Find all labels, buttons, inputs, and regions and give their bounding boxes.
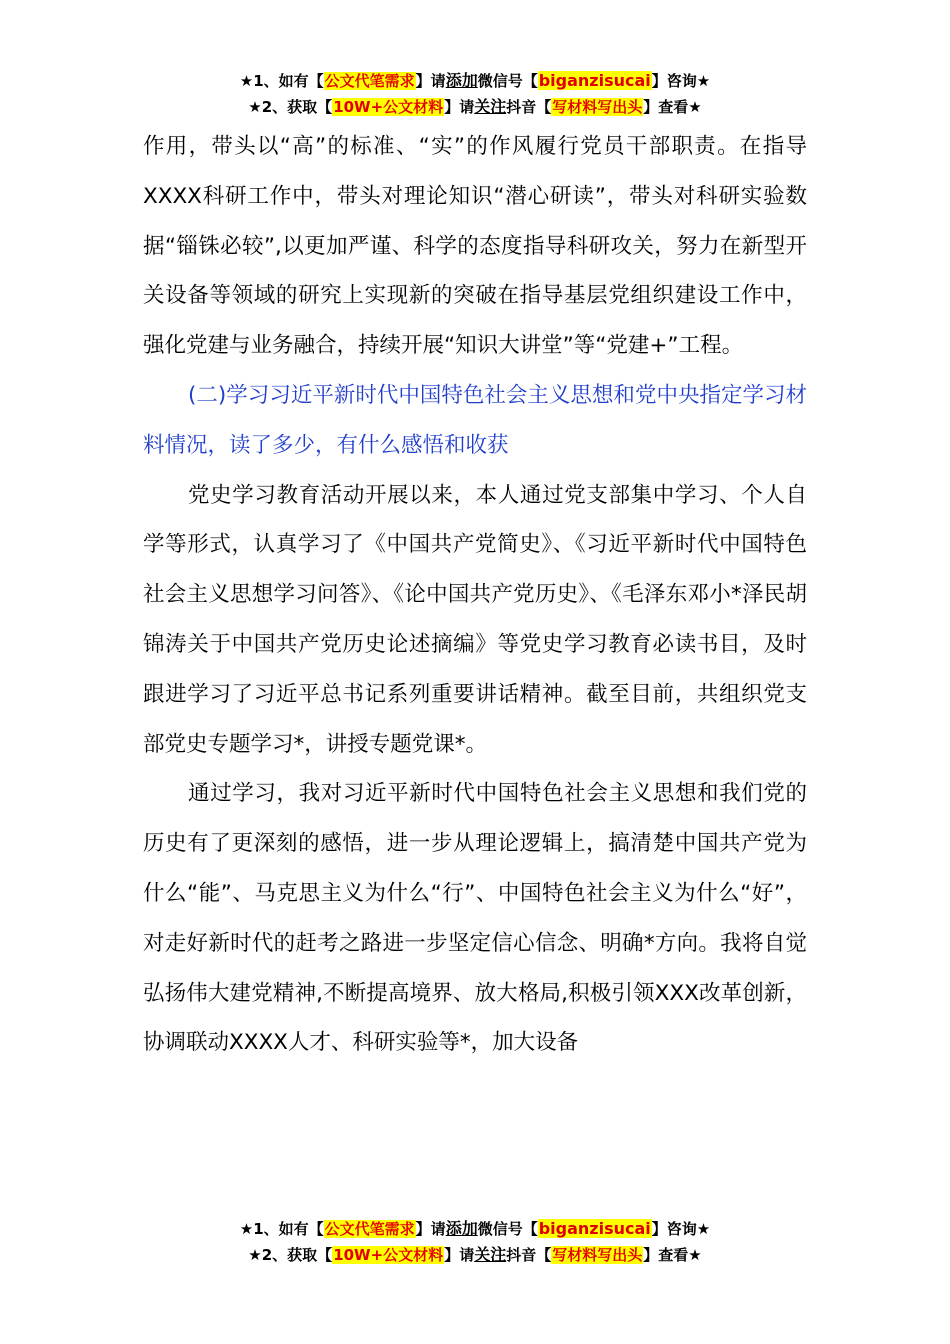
banner-text: 】请 [415, 72, 446, 90]
banner-text: 】咨询★ [651, 72, 711, 90]
banner-highlight: 写材料写出头 [552, 98, 643, 116]
banner-text: ★1、如有【 [239, 1220, 324, 1238]
banner-text: ★1、如有【 [239, 72, 324, 90]
banner-text: 】查看★ [643, 1246, 702, 1264]
banner-highlight: biganzisucai [538, 1219, 651, 1238]
body-paragraph: 通过学习，我对习近平新时代中国特色社会主义思想和我们党的历史有了更深刻的感悟，进一步从理论逻辑上，搞清楚中国共产党为什么“能”、马克思主义为什么“行”、中国特色社会主义为什么“好”，对走好新时代的赶考之路进一步坚定信心信念、明确*方向。我将自觉弘扬伟大建党精神,不断提高境界、放大格局,积极引领XXX改革创新，协调联动XXXX人才、科研实验等*，加大设备 [143, 781, 807, 1056]
section-heading: (二)学习习近平新时代中国特色社会主义思想和党中央指定学习材料情况，读了多少，有什么感悟和收获 [143, 382, 807, 458]
banner-text: 】咨询★ [651, 1220, 711, 1238]
banner-text: 】查看★ [643, 98, 702, 116]
header-banner [0, 68, 950, 120]
banner-text: 微信号【 [477, 72, 538, 90]
banner-highlight: 公文代笔需求 [324, 1220, 415, 1238]
body-paragraph: 作用，带头以“高”的标准、“实”的作风履行党员干部职责。在指导XXXX科研工作中，带头对理论知识“潜心研读”，带头对科研实验数据“锱铢必较”,以更加严谨、科学的态度指导科研攻关，努力在新型开关设备等领域的研究上实现新的突破在指导基层党组织建设工作中，强化党建与业务融合，持续开展“知识大讲堂”等“党建+”工程。 [143, 134, 807, 359]
document-body [143, 122, 807, 1068]
banner-line-1 [0, 1216, 950, 1242]
banner-text: ★2、获取【 [248, 1246, 333, 1264]
banner-highlight: 10W+公文材料 [333, 98, 444, 116]
banner-text: 微信号【 [477, 1220, 538, 1238]
banner-line-1 [0, 68, 950, 94]
banner-text: 】请 [415, 1220, 446, 1238]
footer-banner [0, 1216, 950, 1268]
body-paragraph: 党史学习教育活动开展以来，本人通过党支部集中学习、个人自学等形式，认真学习了《中国共产党简史》、《习近平新时代中国特色社会主义思想学习问答》、《论中国共产党历史》、《毛泽东邓小*泽民胡锦涛关于中国共产党历史论述摘编》等党史学习教育必读书目，及时跟进学习了习近平总书记系列重要讲话精神。截至目前，共组织党支部党史专题学习*，讲授专题党课*。 [143, 482, 807, 757]
banner-highlight: 10W+公文材料 [333, 1246, 444, 1264]
banner-underlined: 添加 [445, 71, 478, 90]
banner-text: 抖音【 [506, 98, 552, 116]
banner-text: 抖音【 [506, 1246, 552, 1264]
banner-highlight: 写材料写出头 [552, 1246, 643, 1264]
banner-underlined: 关注 [474, 1245, 507, 1264]
banner-highlight: biganzisucai [538, 71, 651, 90]
banner-underlined: 添加 [445, 1219, 478, 1238]
banner-highlight: 公文代笔需求 [324, 72, 415, 90]
banner-text: 】请 [444, 98, 475, 116]
banner-line-2 [0, 1242, 950, 1268]
banner-line-2 [0, 94, 950, 120]
banner-text: 】请 [444, 1246, 475, 1264]
banner-underlined: 关注 [474, 97, 507, 116]
banner-text: ★2、获取【 [248, 98, 333, 116]
